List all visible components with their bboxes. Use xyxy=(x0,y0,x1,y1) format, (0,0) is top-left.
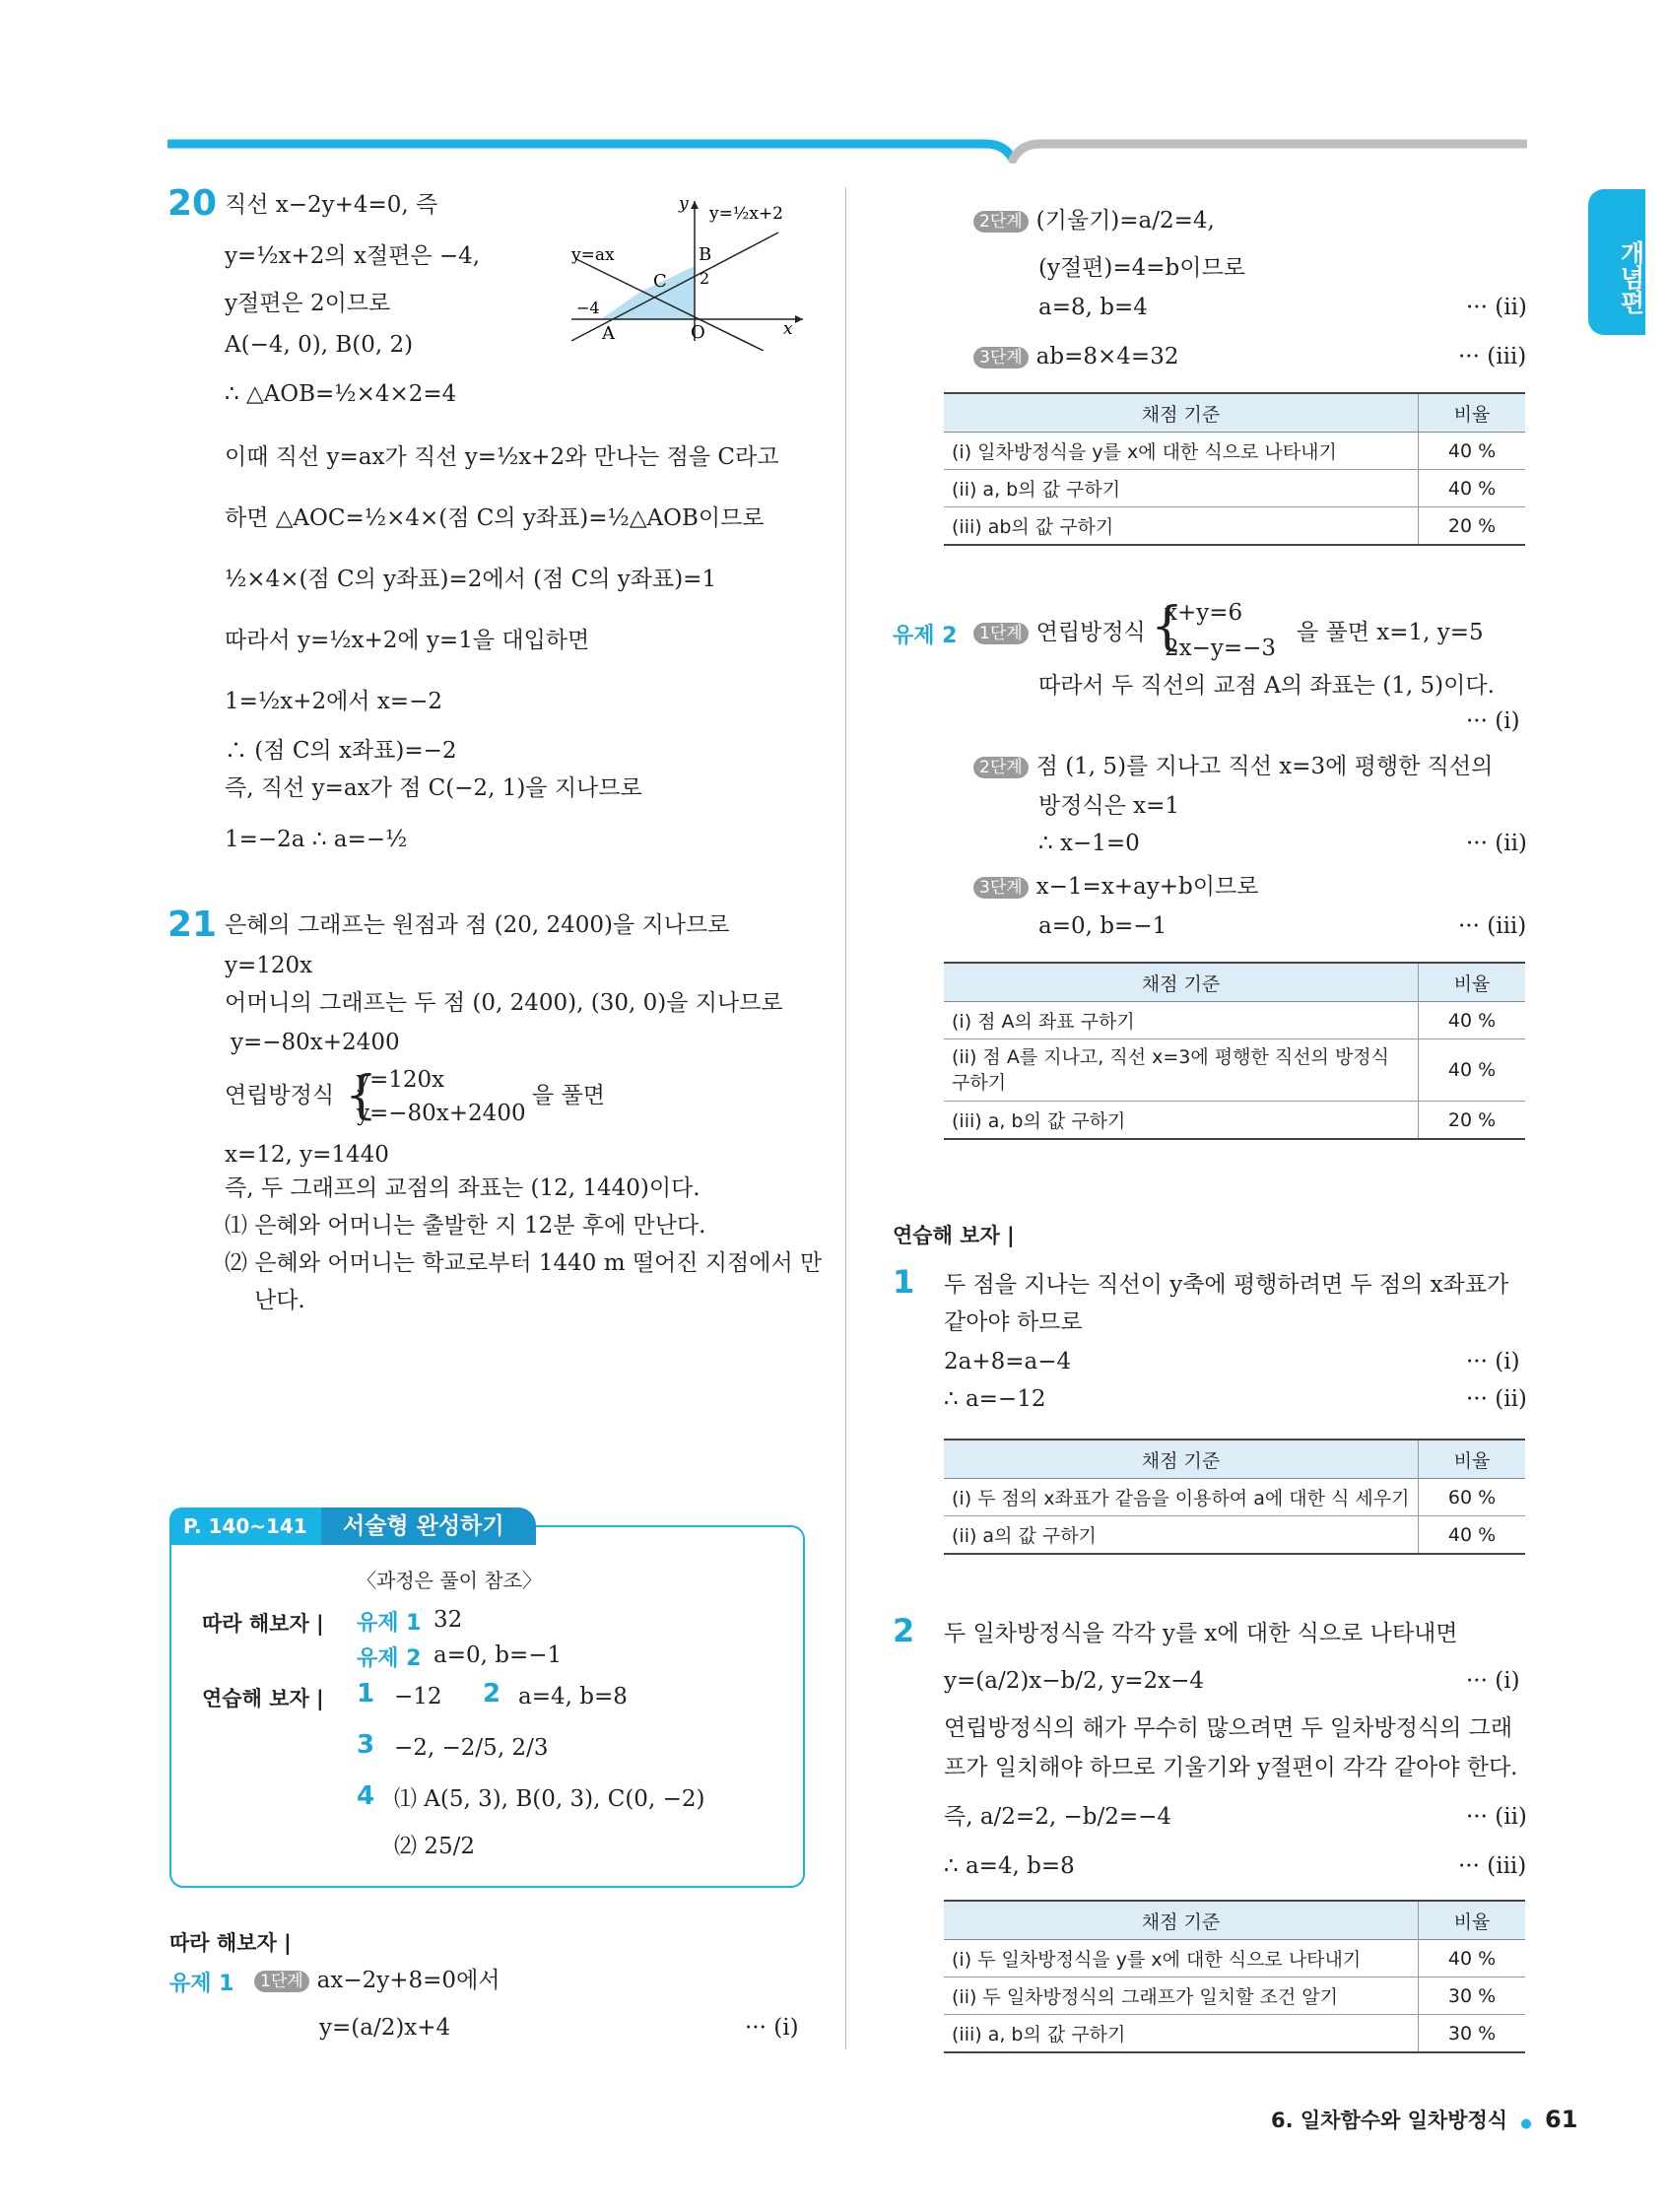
table-cell: (iii) a, b의 값 구하기 xyxy=(944,1102,1419,1140)
right-text: ab=8×4=32 xyxy=(1035,344,1179,369)
follow-line xyxy=(254,1967,500,1994)
p20-line: 1=−2a ∴ a=−½ xyxy=(225,827,408,852)
footer-chapter: 6. 일차함수와 일차방정식 xyxy=(1271,2109,1508,2132)
table-cell: (ii) a의 값 구하기 xyxy=(944,1516,1419,1555)
table-cell: (iii) a, b의 값 구하기 xyxy=(944,2015,1419,2053)
p20-line: 즉, 직선 y=ax가 점 C(−2, 1)을 지나므로 xyxy=(225,775,642,801)
ex2-label: 유제 2 xyxy=(357,1646,422,1671)
right-line xyxy=(973,873,1258,901)
p20-line: y절편은 2이므로 xyxy=(225,291,391,316)
table-cell: 30 % xyxy=(1419,2015,1526,2053)
problem-number-20: 20 xyxy=(167,183,218,224)
column-divider xyxy=(845,187,846,2049)
p21-line: 난다. xyxy=(254,1288,305,1313)
side-tab-label: 개념편 xyxy=(1617,239,1645,314)
answer-num: 1 xyxy=(357,1679,375,1709)
answer-value: ⑴ A(5, 3), B(0, 3), C(0, −2) xyxy=(394,1786,705,1812)
follow-ex1-label: 유제 1 xyxy=(169,1972,234,1996)
table-header: 채점 기준 xyxy=(944,393,1419,433)
grading-table-2 xyxy=(944,962,1525,1140)
right-line: ∴ a=4, b=8 xyxy=(944,1853,1075,1879)
right-line: 을 풀면 x=1, y=5 xyxy=(1297,620,1484,645)
graph-label: y=ax xyxy=(571,245,615,265)
graph-label: y xyxy=(679,194,689,214)
mark: ··· (ii) xyxy=(1466,295,1527,320)
triangle-aob-fill xyxy=(601,266,695,319)
right-line: 즉, a/2=2, −b/2=−4 xyxy=(944,1804,1172,1830)
graph-label: C xyxy=(653,271,667,292)
follow-line: y=(a/2)x+4 xyxy=(319,2015,451,2041)
ex1-label: 유제 1 xyxy=(357,1611,422,1636)
right-text: 연립방정식 xyxy=(1035,620,1146,645)
grading-table-3 xyxy=(944,1439,1525,1555)
table-row xyxy=(944,1102,1525,1140)
table-cell: 40 % xyxy=(1419,1039,1526,1102)
p21-line: ⑵ 은혜와 어머니는 학교로부터 1440 m 떨어진 지점에서 만 xyxy=(225,1250,823,1276)
table-cell: (ii) 점 A를 지나고, 직선 x=3에 평행한 직선의 방정식 구하기 xyxy=(944,1039,1419,1102)
brace: { xyxy=(1151,597,1184,656)
follow-text: ax−2y+8=0에서 xyxy=(316,1968,500,1993)
p20-line: 하면 △AOC=½×4×(점 C의 y좌표)=½△AOB이므로 xyxy=(225,505,765,531)
mark: ··· (i) xyxy=(1466,708,1520,734)
table-cell: 40 % xyxy=(1419,1002,1526,1039)
p20-line: y=½x+2의 x절편은 −4, xyxy=(225,243,481,269)
p20-line: ∴ (점 C의 x좌표)=−2 xyxy=(225,738,457,764)
table-row xyxy=(944,1002,1525,1039)
right-line xyxy=(973,207,1215,235)
answer-box-page: P. 140~141 xyxy=(183,1514,307,1538)
right-text: x−1=x+ay+b이므로 xyxy=(1035,874,1259,900)
mark: ··· (i) xyxy=(1466,1668,1520,1694)
p20-graph xyxy=(567,193,818,351)
right-line: 두 점을 지나는 직선이 y축에 평행하려면 두 점의 x좌표가 xyxy=(944,1272,1509,1298)
table-cell: 40 % xyxy=(1419,470,1526,507)
table-header: 비율 xyxy=(1419,1440,1526,1479)
right-line: 두 일차방정식을 각각 y를 x에 대한 식으로 나타내면 xyxy=(944,1621,1458,1646)
graph-label: A xyxy=(602,323,615,344)
p21-line: y=−80x+2400 xyxy=(231,1030,400,1055)
p20-line: 직선 x−2y+4=0, 즉 xyxy=(225,192,438,218)
mark: ··· (iii) xyxy=(1458,344,1527,369)
answer-num: 2 xyxy=(483,1679,501,1709)
grading-table-1 xyxy=(944,392,1525,546)
graph-label: 2 xyxy=(700,269,710,288)
right-line: 프가 일치해야 하므로 기울기와 y절편이 각각 같아야 한다. xyxy=(944,1755,1518,1780)
right-line: 방정식은 x=1 xyxy=(1038,793,1180,819)
problem-number: 1 xyxy=(893,1263,915,1301)
step-badge: 3단계 xyxy=(973,877,1029,899)
answer-num: 4 xyxy=(357,1781,375,1811)
table-header: 채점 기준 xyxy=(944,963,1419,1002)
table-row xyxy=(944,433,1525,470)
table-row xyxy=(944,2015,1525,2053)
table-cell: 40 % xyxy=(1419,433,1526,470)
table-cell: 40 % xyxy=(1419,1940,1526,1977)
p21-system-eq: y=−80x+2400 xyxy=(357,1101,526,1126)
p20-line: ½×4×(점 C의 y좌표)=2에서 (점 C의 y좌표)=1 xyxy=(225,567,717,592)
right-line xyxy=(973,753,1493,780)
follow-label: 따라 해보자 | xyxy=(202,1612,324,1636)
table-cell: (ii) a, b의 값 구하기 xyxy=(944,470,1419,507)
graph-label: y=½x+2 xyxy=(709,204,783,224)
mark: ··· (ii) xyxy=(1466,1386,1527,1412)
mark: ··· (i) xyxy=(1466,1349,1520,1374)
table-cell: (ii) 두 일차방정식의 그래프가 일치할 조건 알기 xyxy=(944,1977,1419,2015)
answer-box-title-bar xyxy=(321,1508,536,1545)
answer-value: −12 xyxy=(394,1684,442,1709)
table-header: 비율 xyxy=(1419,963,1526,1002)
table-row xyxy=(944,1479,1525,1516)
follow-section-label: 따라 해보자 | xyxy=(169,1931,292,1955)
grading-table-4 xyxy=(944,1900,1525,2053)
p20-line: 1=½x+2에서 x=−2 xyxy=(225,689,442,714)
table-row xyxy=(944,470,1525,507)
step-badge: 1단계 xyxy=(254,1971,309,1992)
footer-bullet: ● xyxy=(1520,2116,1532,2131)
table-cell: (i) 일차방정식을 y를 x에 대한 식으로 나타내기 xyxy=(944,433,1419,470)
p21-line: 을 풀면 xyxy=(532,1083,605,1108)
ex1-answer: 32 xyxy=(434,1607,463,1633)
table-row xyxy=(944,1977,1525,2015)
right-line: (y절편)=4=b이므로 xyxy=(1038,255,1245,281)
p21-line: 은혜의 그래프는 원점과 점 (20, 2400)을 지나므로 xyxy=(225,912,730,938)
problem-number-21: 21 xyxy=(167,905,218,945)
ex2-answer: a=0, b=−1 xyxy=(434,1642,563,1668)
table-cell: (iii) ab의 값 구하기 xyxy=(944,507,1419,546)
table-cell: 20 % xyxy=(1419,507,1526,546)
table-row xyxy=(944,1940,1525,1977)
mark: ··· (iii) xyxy=(1458,1853,1527,1879)
mark: ··· (i) xyxy=(745,2015,799,2041)
side-tab xyxy=(1588,189,1645,335)
table-cell: (i) 점 A의 좌표 구하기 xyxy=(944,1002,1419,1039)
answer-note: 〈과정은 풀이 참조〉 xyxy=(357,1569,542,1592)
practice-section-label: 연습해 보자 | xyxy=(893,1224,1015,1247)
page-footer xyxy=(1271,2105,1577,2134)
table-row xyxy=(944,1039,1525,1102)
step-badge: 3단계 xyxy=(973,347,1029,369)
table-cell: 20 % xyxy=(1419,1102,1526,1140)
answer-num: 3 xyxy=(357,1730,375,1760)
right-line: 따라서 두 직선의 교점 A의 좌표는 (1, 5)이다. xyxy=(1038,673,1495,699)
table-cell: (i) 두 점의 x좌표가 같음을 이용하여 a에 대한 식 세우기 xyxy=(944,1479,1419,1516)
graph-label: O xyxy=(691,322,705,343)
graph-label: −4 xyxy=(576,299,600,317)
brace: { xyxy=(345,1066,378,1125)
right-line xyxy=(973,619,1146,646)
p21-line: ⑴ 은혜와 어머니는 출발한 지 12분 후에 만난다. xyxy=(225,1213,706,1239)
right-line: 2a+8=a−4 xyxy=(944,1349,1072,1374)
answer-box-title: 서술형 완성하기 xyxy=(343,1513,504,1539)
right-line: y=(a/2)x−b/2, y=2x−4 xyxy=(944,1668,1205,1694)
mark: ··· (iii) xyxy=(1458,913,1527,939)
graph-label: B xyxy=(699,244,712,265)
table-header: 비율 xyxy=(1419,1901,1526,1940)
system-eq: x+y=6 xyxy=(1165,600,1243,626)
mark: ··· (ii) xyxy=(1466,831,1527,856)
table-cell: 30 % xyxy=(1419,1977,1526,2015)
right-line: ∴ a=−12 xyxy=(944,1386,1046,1412)
answer-value: ⑵ 25/2 xyxy=(394,1834,475,1859)
step-badge: 2단계 xyxy=(973,211,1029,233)
table-header: 비율 xyxy=(1419,393,1526,433)
right-line: 같아야 하므로 xyxy=(944,1309,1083,1335)
right-line: ∴ x−1=0 xyxy=(1038,831,1140,856)
practice-label: 연습해 보자 | xyxy=(202,1687,324,1710)
step-badge: 2단계 xyxy=(973,757,1029,778)
ex2-section-label: 유제 2 xyxy=(893,624,958,648)
right-line: a=8, b=4 xyxy=(1038,295,1148,320)
right-line xyxy=(973,343,1178,370)
problem-number: 2 xyxy=(893,1612,915,1649)
table-cell: 40 % xyxy=(1419,1516,1526,1555)
graph-label: x xyxy=(783,319,793,339)
system-eq: 2x−y=−3 xyxy=(1165,636,1277,661)
p20-line: ∴ △AOB=½×4×2=4 xyxy=(225,381,457,407)
table-row xyxy=(944,1516,1525,1555)
p21-line: y=120x xyxy=(225,953,313,978)
p21-line: x=12, y=1440 xyxy=(225,1142,389,1168)
p21-line: 즉, 두 그래프의 교점의 좌표는 (12, 1440)이다. xyxy=(225,1175,701,1201)
table-header: 채점 기준 xyxy=(944,1901,1419,1940)
right-line: 연립방정식의 해가 무수히 많으려면 두 일차방정식의 그래 xyxy=(944,1715,1513,1741)
answer-box-tag xyxy=(169,1508,327,1545)
answer-value: −2, −2/5, 2/3 xyxy=(394,1735,549,1761)
p21-line: 어머니의 그래프는 두 점 (0, 2400), (30, 0)을 지나므로 xyxy=(225,990,783,1016)
table-cell: (i) 두 일차방정식을 y를 x에 대한 식으로 나타내기 xyxy=(944,1940,1419,1977)
right-line: a=0, b=−1 xyxy=(1038,913,1168,939)
p20-line: A(−4, 0), B(0, 2) xyxy=(225,332,414,358)
mark: ··· (ii) xyxy=(1466,1804,1527,1830)
answer-value: a=4, b=8 xyxy=(518,1684,628,1709)
p20-line: 따라서 y=½x+2에 y=1을 대입하면 xyxy=(225,628,590,653)
p21-system-eq: y=120x xyxy=(357,1067,445,1093)
p20-line: 이때 직선 y=ax가 직선 y=½x+2와 만나는 점을 C라고 xyxy=(225,444,779,470)
header-rule xyxy=(167,134,1527,164)
right-text: 점 (1, 5)를 지나고 직선 x=3에 평행한 직선의 xyxy=(1035,754,1494,779)
table-row xyxy=(944,507,1525,546)
table-cell: 60 % xyxy=(1419,1479,1526,1516)
right-text: (기울기)=a/2=4, xyxy=(1035,208,1215,234)
p21-line: 연립방정식 xyxy=(225,1083,335,1108)
step-badge: 1단계 xyxy=(973,623,1029,644)
page-number: 61 xyxy=(1545,2106,1578,2133)
table-header: 채점 기준 xyxy=(944,1440,1419,1479)
